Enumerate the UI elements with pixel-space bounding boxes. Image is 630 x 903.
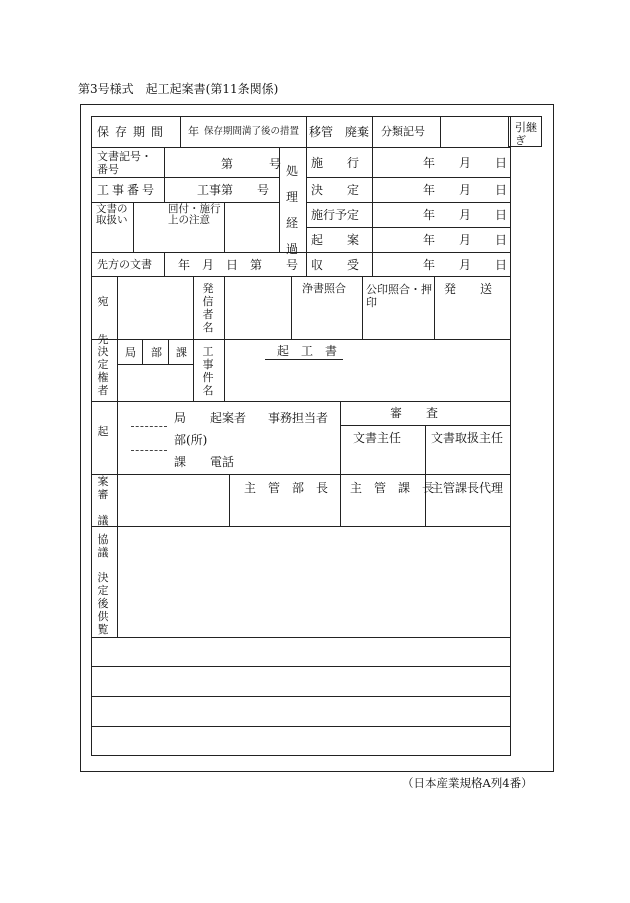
chief-director-label: 主 管 部 長 [244,481,329,495]
dispatch-label: 発 送 [444,282,493,296]
doc-no-value: 第 号 [221,157,282,171]
work-no-label: 工事番号 [97,183,158,197]
ka2-label: 課 [174,455,187,469]
process-date-1: 年 月 日 [423,156,508,170]
counterpart-value: 年 月 日 第 号 [178,258,299,272]
deliberation-label: 審議 [97,488,109,527]
process-label-4: 起 案 [311,233,360,247]
chief-section-label: 主 管 課 長 [350,481,435,495]
clean-copy-label: 浄書照合 [302,282,346,295]
kyoku-label: 局 [125,346,136,359]
addressee-label: 宛先 [97,295,109,346]
kian-kyoku: 局 [174,411,187,425]
process-date-5: 年 月 日 [423,258,508,272]
process-date-3: 年 月 日 [423,208,508,222]
after-retention-label: 保存期間満了後の措置 [204,126,300,137]
bu-sho-label: 部(所) [174,433,208,447]
class-no-label: 分類記号 [381,125,425,138]
ka-label: 課 [176,346,187,359]
footer-note: （日本産業規格A列4番） [402,776,533,790]
doc-handling-chief-label: 文書取扱主任 [431,431,504,445]
process-label: 処理経過 [286,164,299,256]
handover-label: 引継ぎ [515,121,537,147]
work-name-label: 工事件名 [202,345,214,397]
phone-label: 電話 [210,455,235,469]
process-date-4: 年 月 日 [423,233,508,247]
work-no-value: 工事第 号 [197,183,270,197]
counterpart-label: 先方の文書 [97,258,152,271]
review-label: 審 査 [390,406,439,420]
process-label-2: 決 定 [311,183,360,197]
seal-check-label: 公印照合・押印 [366,283,432,309]
handling-label: 文書の取扱い [96,203,128,226]
chief-section-deputy-label: 主管課長代理 [431,481,504,495]
doc-no-label: 文書記号・番号 [97,150,152,176]
page-title: 第3号様式 起工起案書(第11条関係) [78,82,279,96]
kiko-title: 起 工 書 [265,345,343,360]
after-decision-label: 決定後供覧 [97,571,109,636]
process-label-5: 収 受 [311,258,360,272]
sender-label: 発信者名 [202,282,214,334]
doc-chief-label: 文書主任 [353,431,402,445]
drafter-label: 起案者 [210,411,247,425]
process-label-3: 施行予定 [311,208,360,222]
retention-year: 年 [188,125,199,138]
transfer-discard: 移管 廃棄 [309,125,370,139]
circulation-label: 回付・施行上の注意 [168,203,221,226]
decider-label: 決定権者 [97,345,109,397]
retention-label: 保存期間 [97,125,170,139]
office-staff-label: 事務担当者 [268,411,329,425]
kian-label: 起案 [97,425,109,488]
consultation-label: 協議 [97,533,109,559]
process-label-1: 施 行 [311,156,360,170]
bu-label: 部 [151,346,162,359]
process-date-2: 年 月 日 [423,183,508,197]
